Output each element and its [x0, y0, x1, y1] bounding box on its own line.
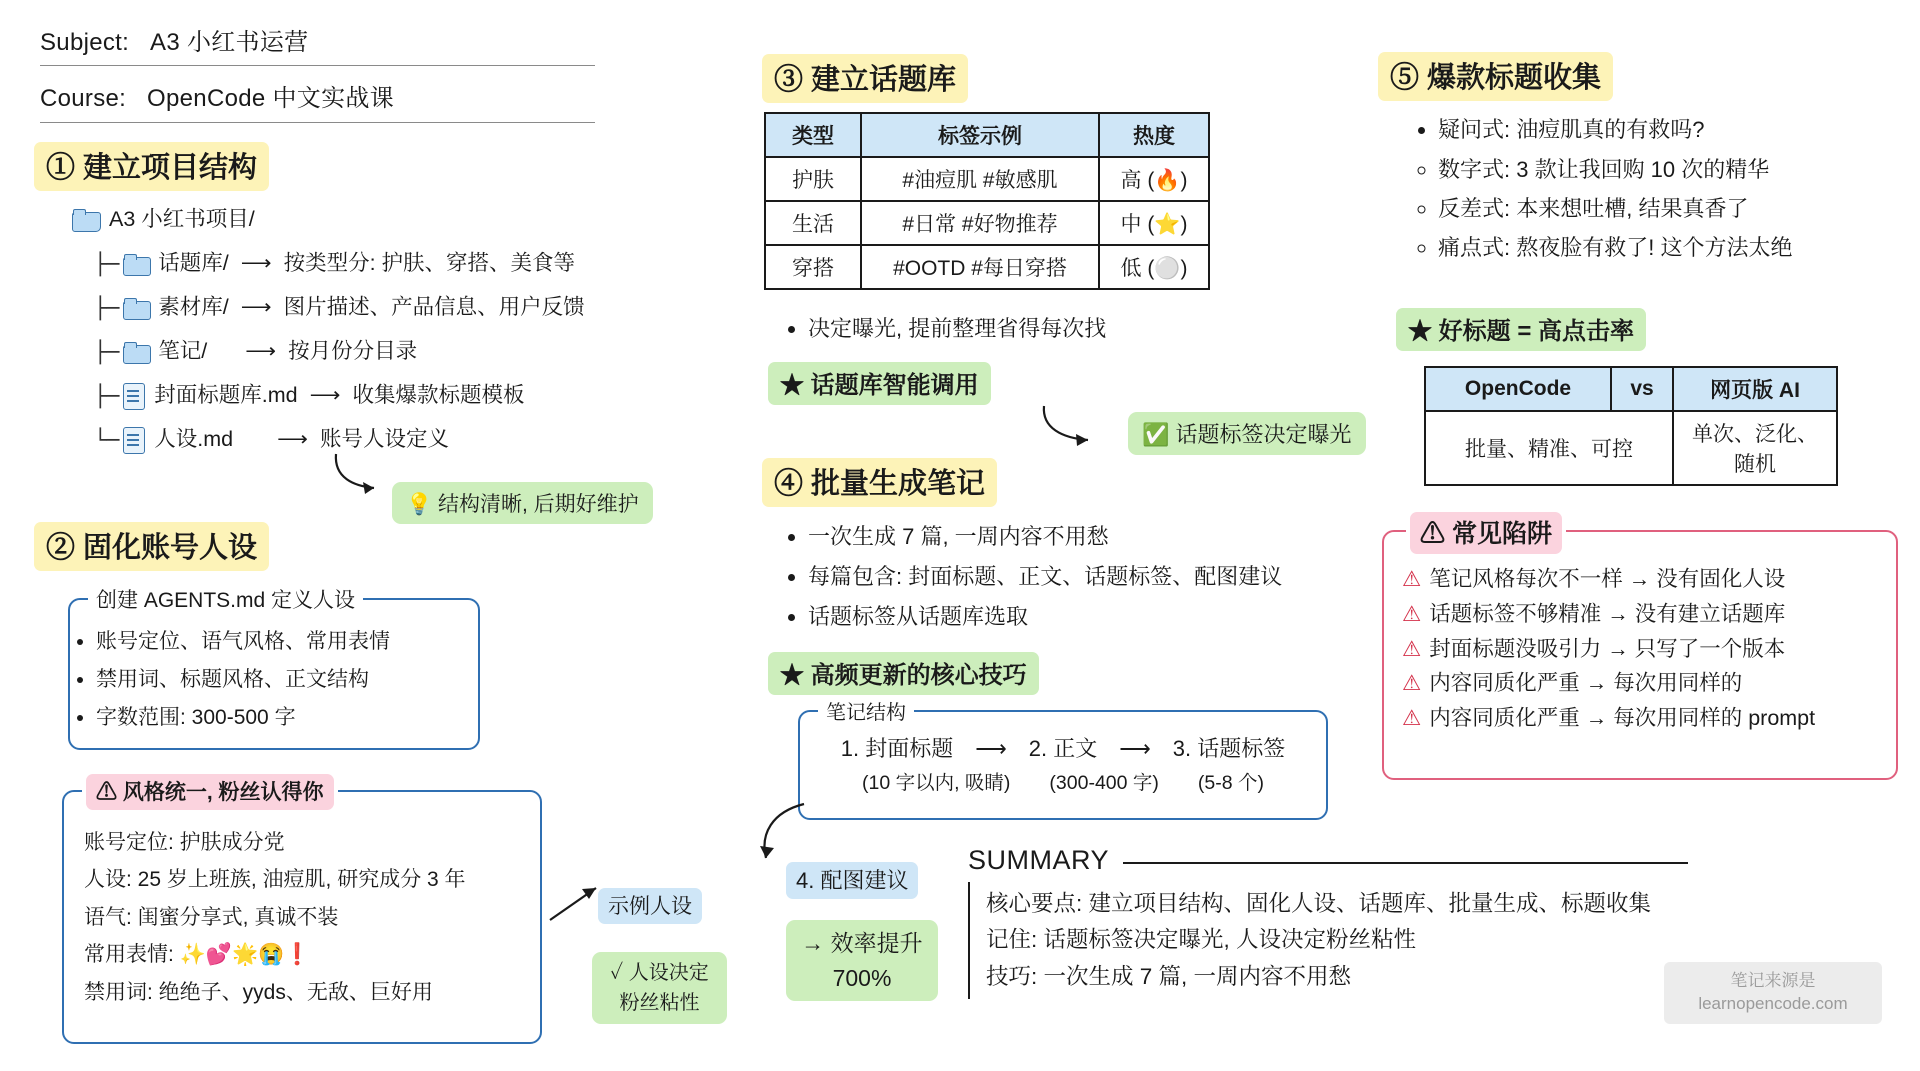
table-row	[765, 157, 1209, 201]
topic-star-note	[768, 362, 991, 405]
pitfall-item	[1402, 666, 1878, 701]
table-cell: 生活	[765, 201, 861, 245]
tree-item-note: 账号人设定义	[319, 427, 449, 452]
watermark-line2: learnopencode.com	[1698, 993, 1848, 1013]
table-cell: 批量、精准、可控	[1425, 411, 1673, 485]
efficiency-note	[786, 920, 938, 1001]
topic-star-note-text: ★ 话题库智能调用	[768, 362, 991, 405]
summary-divider	[1123, 862, 1688, 864]
list-item: • 禁用词、标题风格、正文结构	[96, 662, 478, 698]
warning-icon: ⚠	[1402, 671, 1422, 696]
summary-block	[968, 845, 1688, 999]
tree-item-materials	[72, 286, 662, 330]
curved-arrow-icon	[1040, 400, 1112, 454]
persona-effect-note	[592, 952, 727, 1024]
pitfalls-card	[1382, 520, 1898, 780]
tree-connector-icon: ├─	[94, 251, 120, 276]
compare-table-grid	[1424, 366, 1838, 486]
title-star-note	[1396, 308, 1646, 351]
pitfall-text: 内容同质化严重 → 每次用同样的 prompt	[1429, 706, 1816, 731]
tree-connector-icon: ├─	[94, 295, 120, 320]
list-item: • 话题标签从话题库选取	[808, 598, 1372, 636]
title-list-hollow	[1412, 152, 1912, 269]
table-row	[1425, 411, 1837, 485]
tree-item-label: 人设.md	[154, 427, 234, 452]
tree-item-label: 素材库/	[158, 295, 229, 320]
table-cell: #日常 #好物推荐	[861, 201, 1099, 245]
arrow-icon: ⟶	[240, 295, 272, 320]
file-icon	[123, 427, 145, 453]
table-header-row	[1425, 367, 1837, 411]
persona-line: 语气: 闺蜜分享式, 真诚不装	[84, 905, 339, 929]
table-cell: 单次、泛化、随机	[1673, 411, 1837, 485]
topic-table-grid	[764, 112, 1210, 290]
section-5-title-text: ⑤ 爆款标题收集	[1378, 52, 1613, 101]
list-item: ◦ 痛点式: 熬夜脸有救了! 这个方法太绝	[1438, 230, 1912, 267]
arrow-icon: ⟶	[277, 427, 308, 452]
curved-arrow-icon	[752, 800, 822, 870]
persona-card-label-wrap	[82, 774, 338, 810]
course-line	[40, 78, 595, 113]
persona-effect-line2: 粉丝粘性	[619, 992, 700, 1014]
note-structure-steps: 1. 封面标题 ⟶ 2. 正文 ⟶ 3. 话题标签	[840, 736, 1286, 761]
step4-badge	[786, 862, 918, 899]
efficiency-line2: 700%	[832, 964, 892, 991]
subject-value: A3 小红书运营	[150, 29, 309, 56]
table-cell: 护肤	[765, 157, 861, 201]
section-2-title	[34, 522, 269, 571]
persona-effect-line1: ✓ 人设决定	[610, 962, 709, 984]
curved-arrow-icon	[330, 452, 400, 508]
example-persona-badge-text: 示例人设	[598, 888, 702, 924]
table-header-cell: vs	[1611, 367, 1673, 411]
watermark-line1: 笔记来源是	[1730, 971, 1816, 990]
table-header-cell: 类型	[765, 113, 861, 157]
table-row	[765, 201, 1209, 245]
subject-label: Subject:	[40, 29, 130, 56]
section-4-title-text: ④ 批量生成笔记	[762, 458, 997, 507]
persona-card-body	[64, 792, 540, 1011]
persona-line: 账号定位: 护肤成分党	[84, 831, 285, 854]
structure-callout	[392, 482, 653, 524]
course-row	[40, 78, 595, 123]
section-2-title-text: ② 固化账号人设	[34, 522, 269, 571]
pitfall-item	[1402, 632, 1878, 667]
batch-bullet-list	[782, 518, 1372, 637]
tree-item-note: 图片描述、产品信息、用户反馈	[283, 295, 585, 320]
list-item: ◦ 数字式: 3 款让我回购 10 次的精华	[1438, 152, 1912, 189]
agents-card-list	[70, 624, 478, 736]
list-item: • 每篇包含: 封面标题、正文、话题标签、配图建议	[808, 558, 1372, 596]
tree-item-notes	[72, 330, 662, 374]
folder-icon	[123, 342, 149, 362]
table-header-cell: 标签示例	[861, 113, 1099, 157]
title-list-filled	[1412, 112, 1892, 151]
table-cell: 高 (🔥)	[1099, 157, 1209, 201]
list-item: • 账号定位、语气风格、常用表情	[96, 624, 478, 660]
topic-green-tag-text: ✅ 话题标签决定曝光	[1142, 422, 1352, 447]
subject-divider	[40, 65, 595, 66]
title-star-note-text: ★ 好标题 = 高点击率	[1396, 308, 1646, 351]
pitfall-item	[1402, 562, 1878, 597]
persona-line: 禁用词: 绝绝子、yyds、无敌、巨好用	[84, 980, 433, 1004]
table-header-cell: OpenCode	[1425, 367, 1611, 411]
arrow-icon: ⟶	[309, 383, 341, 408]
warning-icon: ⚠	[1402, 601, 1422, 626]
table-cell: 中 (⭐)	[1099, 201, 1209, 245]
section-3-title	[762, 54, 968, 103]
batch-star-note	[768, 652, 1039, 695]
note-structure-label: 笔记结构	[818, 696, 914, 725]
tree-root	[72, 198, 662, 242]
summary-body	[968, 882, 1688, 999]
pitfall-text: 封面标题没吸引力 → 只写了一个版本	[1429, 636, 1786, 661]
arrow-icon: ⟶	[245, 339, 277, 364]
warning-icon: ⚠	[1402, 567, 1422, 591]
pitfall-item	[1402, 701, 1878, 736]
list-item: • 一次生成 7 篇, 一周内容不用愁	[808, 518, 1372, 556]
example-persona-badge	[598, 888, 702, 924]
pitfall-text: 话题标签不够精准 → 没有建立话题库	[1429, 601, 1786, 626]
efficiency-line1: → 效率提升	[801, 930, 923, 956]
pitfalls-title: ⚠ 常见陷阱	[1410, 512, 1562, 554]
list-item: • 疑问式: 油痘肌真的有救吗?	[1438, 112, 1892, 149]
watermark	[1664, 962, 1882, 1024]
course-divider	[40, 122, 595, 123]
pitfall-item	[1402, 597, 1878, 632]
list-item: • 字数范围: 300-500 字	[96, 700, 478, 736]
topic-green-tag	[1128, 412, 1366, 455]
arrow-icon: ⟶	[240, 251, 272, 276]
pitfall-text: 笔记风格每次不一样 → 没有固化人设	[1429, 567, 1786, 591]
table-row	[765, 245, 1209, 289]
summary-title: SUMMARY	[968, 845, 1110, 875]
section-1-title	[34, 142, 269, 191]
tree-item-label: 封面标题库.md	[154, 383, 298, 408]
section-4-title	[762, 458, 997, 507]
tree-connector-icon: ├─	[94, 339, 120, 364]
table-cell: 低 (⚪)	[1099, 245, 1209, 289]
tree-item-topics	[72, 242, 662, 286]
tree-item-label: 话题库/	[158, 251, 229, 276]
step4-badge-text: 4. 配图建议	[786, 862, 918, 899]
table-cell: #油痘肌 #敏感肌	[861, 157, 1099, 201]
subject-row	[40, 22, 595, 66]
persona-line: 人设: 25 岁上班族, 油痘肌, 研究成分 3 年	[84, 868, 466, 892]
table-header-cell: 热度	[1099, 113, 1209, 157]
compare-table	[1424, 366, 1838, 486]
summary-line: 核心要点: 建立项目结构、固化人设、话题库、批量生成、标题收集	[986, 891, 1652, 916]
folder-icon	[123, 254, 149, 274]
folder-icon	[123, 298, 149, 318]
pitfall-text: 内容同质化严重 → 每次用同样的	[1429, 671, 1743, 696]
summary-line: 技巧: 一次生成 7 篇, 一周内容不用愁	[986, 963, 1352, 989]
topic-bullet-list	[782, 312, 1302, 348]
section-5-title	[1378, 52, 1613, 101]
section-3-title-text: ③ 建立话题库	[762, 54, 968, 103]
tree-item-note: 按月份分目录	[288, 339, 418, 364]
file-icon	[123, 383, 145, 409]
course-label: Course:	[40, 85, 127, 112]
summary-header	[968, 845, 1688, 876]
agents-card-label: 创建 AGENTS.md 定义人设	[88, 584, 363, 614]
table-cell: 穿搭	[765, 245, 861, 289]
folder-open-icon	[72, 210, 100, 231]
tree-item-note: 收集爆款标题模板	[352, 383, 525, 408]
table-cell: #OOTD #每日穿搭	[861, 245, 1099, 289]
warning-icon: ⚠	[1402, 636, 1422, 661]
batch-star-note-text: ★ 高频更新的核心技巧	[768, 652, 1039, 695]
table-header-cell: 网页版 AI	[1673, 367, 1837, 411]
topic-table	[764, 112, 1210, 290]
table-header-row	[765, 113, 1209, 157]
tree-root-label: A3 小红书项目/	[109, 207, 255, 232]
list-item: • 决定曝光, 提前整理省得每次找	[808, 312, 1302, 346]
tree-item-note: 按类型分: 护肤、穿搭、美食等	[283, 251, 576, 276]
tree-connector-icon: ├─	[94, 383, 120, 408]
note-structure-subs: (10 字以内, 吸睛) (300-400 字) (5-8 个)	[862, 772, 1264, 794]
list-item: ◦ 反差式: 本来想吐槽, 结果真香了	[1438, 191, 1912, 228]
persona-card	[62, 781, 542, 1044]
structure-callout-text: 💡 结构清晰, 后期好维护	[392, 482, 653, 524]
section-1-title-text: ① 建立项目结构	[34, 142, 269, 191]
pitfalls-title-wrap	[1406, 512, 1566, 554]
persona-line: 常用表情: ✨💕🌟😭❗	[84, 943, 311, 967]
subject-line	[40, 22, 595, 57]
persona-card-label: ⚠ 风格统一, 粉丝认得你	[86, 774, 334, 810]
pitfalls-list	[1384, 532, 1896, 736]
project-tree	[72, 198, 662, 462]
tree-item-title-library	[72, 374, 662, 418]
tree-item-label: 笔记/	[158, 339, 208, 364]
warning-icon: ⚠	[1402, 706, 1422, 731]
tree-connector-icon: └─	[94, 427, 120, 452]
summary-line: 记住: 话题标签决定曝光, 人设决定粉丝粘性	[986, 927, 1417, 953]
agents-card	[68, 589, 480, 750]
note-structure-box	[798, 702, 1328, 820]
course-value: OpenCode 中文实战课	[147, 85, 395, 112]
